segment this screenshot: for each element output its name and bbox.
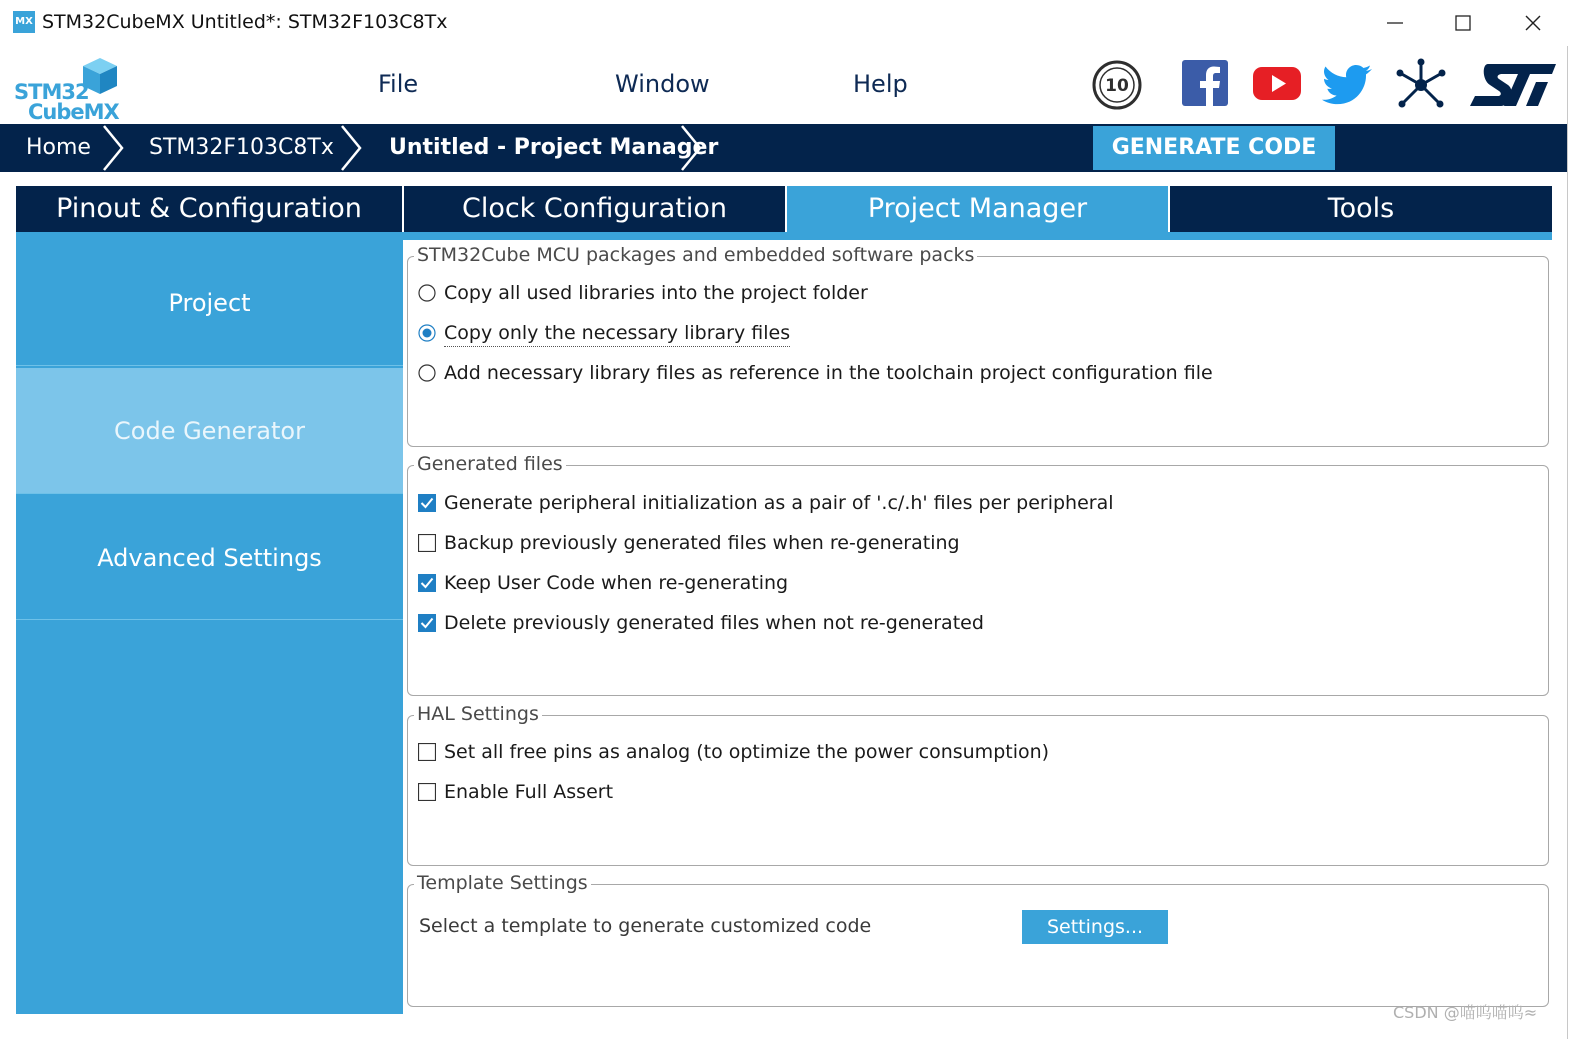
st-logo-icon[interactable] (1468, 58, 1560, 112)
checkbox-checked-icon (418, 574, 436, 592)
option-label: Enable Full Assert (444, 781, 614, 803)
project-manager-sidebar (16, 240, 403, 1014)
maximize-icon (1454, 14, 1472, 32)
option-label: Copy all used libraries into the project folder (444, 282, 868, 304)
watermark: CSDN @喵呜喵呜≈ (1393, 1003, 1538, 1022)
checkbox-unchecked-icon (418, 534, 436, 552)
main-tabs (16, 186, 1552, 240)
breadcrumb-mcu[interactable]: STM32F103C8Tx (149, 135, 334, 160)
checkbox-unchecked-icon (418, 743, 436, 761)
checkbox-checked-icon (418, 614, 436, 632)
option-label: Generate peripheral initialization as a pair of '.c/.h' files per peripheral (444, 492, 1114, 514)
youtube-icon[interactable] (1250, 58, 1304, 112)
anniversary-10-years-icon[interactable] (1090, 58, 1144, 112)
badge-text: 10 (1105, 76, 1129, 96)
close-button[interactable] (1498, 0, 1568, 46)
option-label: Backup previously generated files when re-generating (444, 532, 960, 554)
template-settings-group (407, 872, 1549, 1007)
option-label: Copy only the necessary library files (444, 320, 790, 347)
facebook-icon[interactable] (1180, 58, 1234, 112)
template-description: Select a template to generate customized code (419, 915, 872, 937)
tab-pinout-configuration[interactable]: Pinout & Configuration (16, 186, 402, 232)
option-label: Keep User Code when re-generating (444, 572, 789, 594)
checkbox-unchecked-icon (418, 783, 436, 801)
menu-window[interactable]: Window (615, 70, 710, 98)
checkbox-checked-icon (418, 494, 436, 512)
close-icon (1524, 14, 1542, 32)
hal-settings-group (407, 703, 1549, 866)
packages-group (407, 244, 1549, 447)
radio-selected-icon (418, 324, 436, 342)
breadcrumb-project-manager[interactable]: Untitled - Project Manager (389, 135, 719, 160)
minimize-icon (1386, 14, 1404, 32)
hal-settings-legend: HAL Settings (414, 703, 542, 725)
window-title: STM32CubeMX Untitled*: STM32F103C8Tx (42, 11, 448, 33)
generate-code-button[interactable]: GENERATE CODE (1093, 126, 1335, 170)
tab-underline (16, 232, 1552, 240)
sidebar-item-project[interactable] (16, 240, 403, 366)
sidebar-item-label: Project (168, 288, 251, 317)
menu-file[interactable]: File (378, 70, 419, 98)
stm32cubemx-logo (12, 54, 122, 124)
option-label: Add necessary library files as reference in the toolchain project configuration file (444, 362, 1213, 384)
sidebar-item-code-generator[interactable] (16, 368, 403, 494)
template-settings-button[interactable]: Settings... (1022, 910, 1168, 944)
menu-bar (0, 46, 1583, 124)
menu-help[interactable]: Help (853, 70, 908, 98)
window-edge (1567, 46, 1568, 1039)
radio-unselected-icon (418, 364, 436, 382)
window-titlebar (0, 0, 1583, 46)
maximize-button[interactable] (1428, 0, 1498, 46)
logo-text-cubemx: CubeMX (28, 100, 119, 124)
chevron-right-icon (100, 124, 126, 172)
option-label: Delete previously generated files when not re-generated (444, 612, 984, 634)
radio-unselected-icon (418, 284, 436, 302)
generated-files-legend: Generated files (414, 453, 566, 475)
chevron-right-icon (678, 124, 704, 172)
tab-tools[interactable]: Tools (1170, 186, 1552, 232)
twitter-icon[interactable] (1322, 58, 1376, 112)
sidebar-item-advanced-settings[interactable] (16, 496, 403, 620)
template-settings-legend: Template Settings (414, 872, 591, 894)
app-icon: MX (13, 11, 35, 33)
logo-text-stm32: STM32 (14, 80, 89, 104)
packages-legend: STM32Cube MCU packages and embedded software packs (414, 244, 977, 266)
minimize-button[interactable] (1360, 0, 1430, 46)
sidebar-item-label: Code Generator (114, 416, 305, 445)
sidebar-item-label: Advanced Settings (97, 543, 322, 572)
generated-files-group (407, 453, 1549, 696)
chevron-right-icon (338, 124, 364, 172)
tab-project-manager[interactable]: Project Manager (787, 186, 1168, 232)
tab-clock-configuration[interactable]: Clock Configuration (404, 186, 785, 232)
option-label: Set all free pins as analog (to optimize the power consumption) (444, 741, 1050, 763)
breadcrumb-home[interactable]: Home (26, 135, 91, 160)
network-icon[interactable] (1394, 58, 1448, 112)
